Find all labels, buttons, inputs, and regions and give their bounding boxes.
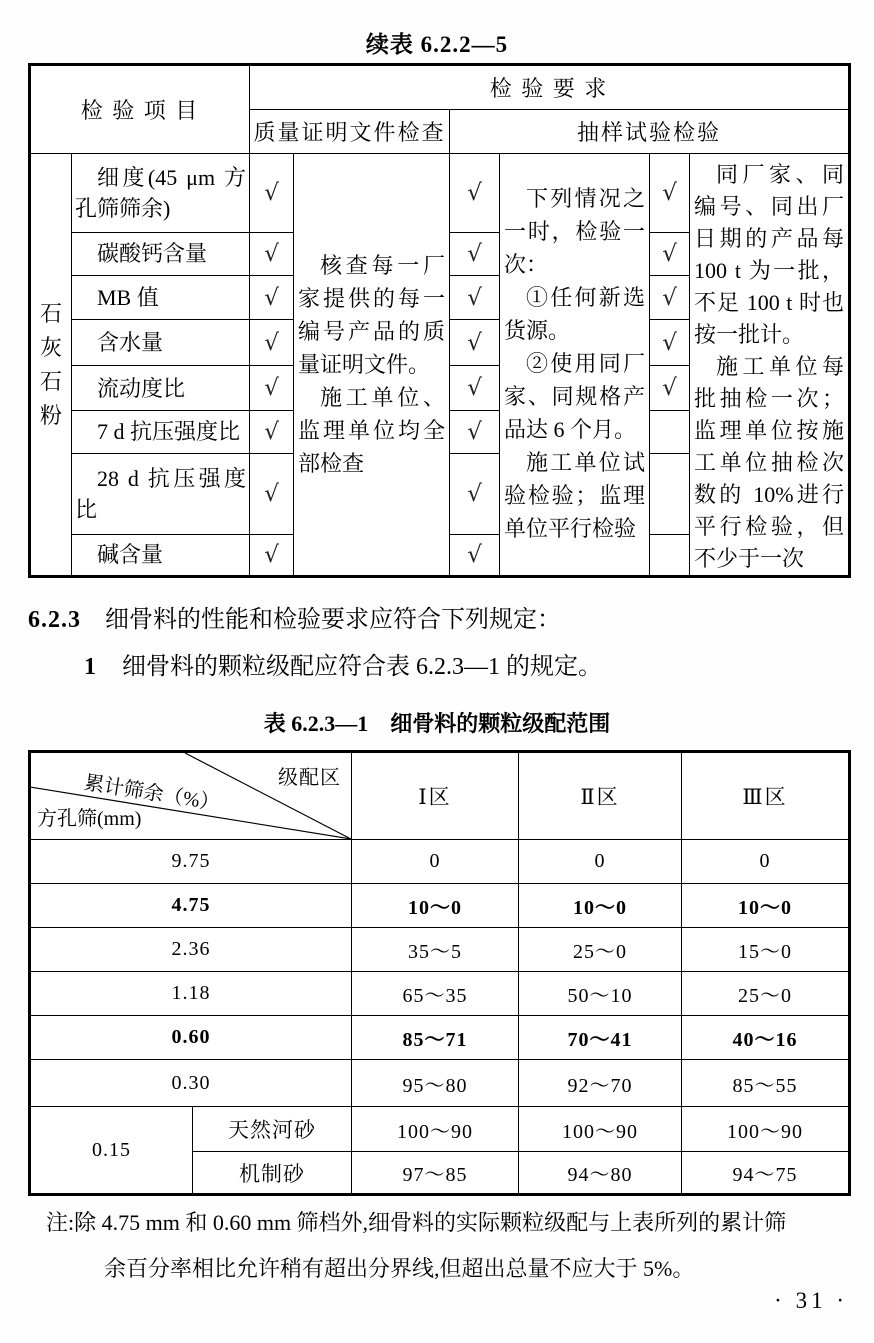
continuation-table-title: 续表 6.2.2—5 <box>365 32 509 57</box>
zone-header: Ⅰ区 <box>352 752 519 840</box>
value-cell: 100～90 <box>519 1107 682 1152</box>
check-cell: √ <box>650 232 690 275</box>
value-cell: 94～75 <box>682 1152 850 1195</box>
check-cell: √ <box>250 154 294 233</box>
value-cell: 0 <box>519 840 682 884</box>
item-cell: 细度(45 μm 方孔筛筛余) <box>72 154 250 233</box>
gradation-table-title: 表 6.2.3—1 细骨料的颗粒级配范围 <box>263 711 611 736</box>
header-inspection-items: 检 验 项 目 <box>30 65 250 154</box>
value-cell: 35～5 <box>352 928 519 972</box>
value-cell: 0 <box>682 840 850 884</box>
doc-note-paragraph: 核查每一厂家提供的每一编号产品的质量证明文件。 <box>298 253 446 377</box>
check-cell: √ <box>250 366 294 410</box>
item-cell: 碳酸钙含量 <box>72 232 250 275</box>
header-quality-document-check: 质量证明文件检查 <box>250 110 450 154</box>
check-cell: √ <box>450 320 500 366</box>
value-cell: 92～70 <box>519 1060 682 1107</box>
note-line: 注:除 4.75 mm 和 0.60 mm 筛档外,细骨料的实际颗粒级配与上表所列的累计筛 <box>46 1210 787 1235</box>
value-cell: 70～41 <box>519 1016 682 1060</box>
table-header-row-1 <box>30 65 850 110</box>
clause-number: 1 <box>84 654 96 680</box>
table-row <box>30 1016 850 1060</box>
check-cell: √ <box>450 275 500 319</box>
sand-type-cell: 机制砂 <box>193 1152 352 1195</box>
sampling-note-cell <box>500 154 650 577</box>
value-cell: 100～90 <box>682 1107 850 1152</box>
item-cell: 28 d 抗压强度比 <box>72 454 250 535</box>
sampling-note-paragraph: 下列情况之一时，检验一次： <box>504 186 646 277</box>
check-cell: √ <box>450 366 500 410</box>
value-cell: 97～85 <box>352 1152 519 1195</box>
group-label-cell <box>30 154 72 577</box>
sieve-size-cell: 4.75 <box>30 884 352 928</box>
check-cell: √ <box>650 154 690 233</box>
table-row <box>30 928 850 972</box>
corner-label-cumulative-residue: 累计筛余（%） <box>82 771 222 816</box>
value-cell: 94～80 <box>519 1152 682 1195</box>
value-cell: 100～90 <box>352 1107 519 1152</box>
table-row <box>30 1060 850 1107</box>
doc-note-cell <box>294 154 450 577</box>
batch-note-paragraph: 施工单位每批抽检一次；监理单位按施工单位抽检次数的 10%进行平行检验，但不少于一次 <box>694 354 845 571</box>
check-cell: √ <box>450 454 500 535</box>
value-cell: 25～0 <box>519 928 682 972</box>
corner-label-zone: 级配区 <box>278 767 341 789</box>
sieve-size-cell: 0.60 <box>30 1016 352 1060</box>
table-note <box>46 1206 856 1283</box>
value-cell: 15～0 <box>682 928 850 972</box>
value-cell: 50～10 <box>519 972 682 1016</box>
sieve-size-cell: 1.18 <box>30 972 352 1016</box>
check-cell: √ <box>250 232 294 275</box>
check-cell: √ <box>250 275 294 319</box>
gradation-table <box>28 750 851 1196</box>
item-cell: 含水量 <box>72 320 250 366</box>
item-cell: 7 d 抗压强度比 <box>72 410 250 453</box>
sieve-size-cell: 9.75 <box>30 840 352 884</box>
sieve-size-cell: 0.30 <box>30 1060 352 1107</box>
batch-note-paragraph: 同厂家、同编号、同出厂日期的产品每 100 t 为一批，不足 100 t 时也按一批计。 <box>694 162 845 347</box>
header-sampling-test: 抽样试验检验 <box>450 110 850 154</box>
sieve-size-cell: 2.36 <box>30 928 352 972</box>
check-cell: √ <box>450 410 500 453</box>
doc-note-paragraph: 施工单位、监理单位均全部检查 <box>298 385 446 476</box>
check-cell: √ <box>250 320 294 366</box>
zone-header: Ⅲ区 <box>682 752 850 840</box>
section-text: 细骨料的性能和检验要求应符合下列规定： <box>105 607 561 633</box>
table-row <box>30 1107 850 1152</box>
check-cell: √ <box>250 410 294 453</box>
inspection-requirements-table <box>28 63 851 578</box>
check-cell: √ <box>250 454 294 535</box>
check-cell <box>650 534 690 576</box>
value-cell: 10～0 <box>682 884 850 928</box>
value-cell: 85～55 <box>682 1060 850 1107</box>
value-cell: 10～0 <box>352 884 519 928</box>
batch-note-cell <box>690 154 850 577</box>
sieve-size-cell: 0.15 <box>30 1107 193 1195</box>
table-row <box>30 154 850 233</box>
check-cell: √ <box>250 534 294 576</box>
clause-1 <box>28 646 602 681</box>
gradation-header-row <box>30 752 850 840</box>
check-cell: √ <box>450 232 500 275</box>
sampling-note-paragraph: ②使用同厂家、同规格产品达 6 个月。 <box>504 351 646 442</box>
clause-text: 细骨料的颗粒级配应符合表 6.2.3—1 的规定。 <box>122 654 602 680</box>
group-label-limestone-powder: 石灰石粉 <box>39 300 62 428</box>
check-cell: √ <box>650 275 690 319</box>
page-number: · 31 · <box>774 1288 848 1313</box>
table-row <box>30 840 850 884</box>
item-cell: 流动度比 <box>72 366 250 410</box>
section-number: 6.2.3 <box>28 607 81 633</box>
value-cell: 95～80 <box>352 1060 519 1107</box>
section-6-2-3 <box>28 599 561 634</box>
table-row <box>30 884 850 928</box>
note-line: 余百分率相比允许稍有超出分界线,但超出总量不应大于 5%。 <box>104 1256 695 1281</box>
item-cell: 碱含量 <box>72 534 250 576</box>
zone-header: Ⅱ区 <box>519 752 682 840</box>
value-cell: 85～71 <box>352 1016 519 1060</box>
check-cell <box>650 454 690 535</box>
corner-label-square-sieve: 方孔筛(mm) <box>37 808 142 830</box>
check-cell <box>650 410 690 453</box>
value-cell: 65～35 <box>352 972 519 1016</box>
value-cell: 0 <box>352 840 519 884</box>
value-cell: 10～0 <box>519 884 682 928</box>
header-inspection-requirements: 检 验 要 求 <box>250 65 850 110</box>
check-cell: √ <box>650 320 690 366</box>
check-cell: √ <box>450 534 500 576</box>
diagonal-header-cell <box>30 752 352 840</box>
value-cell: 40～16 <box>682 1016 850 1060</box>
sampling-note-paragraph: ①任何新选货源。 <box>504 285 646 343</box>
table-row <box>30 972 850 1016</box>
item-cell: MB 值 <box>72 275 250 319</box>
sampling-note-paragraph: 施工单位试验检验；监理单位平行检验 <box>504 450 646 541</box>
sand-type-cell: 天然河砂 <box>193 1107 352 1152</box>
check-cell: √ <box>450 154 500 233</box>
check-cell: √ <box>650 366 690 410</box>
value-cell: 25～0 <box>682 972 850 1016</box>
